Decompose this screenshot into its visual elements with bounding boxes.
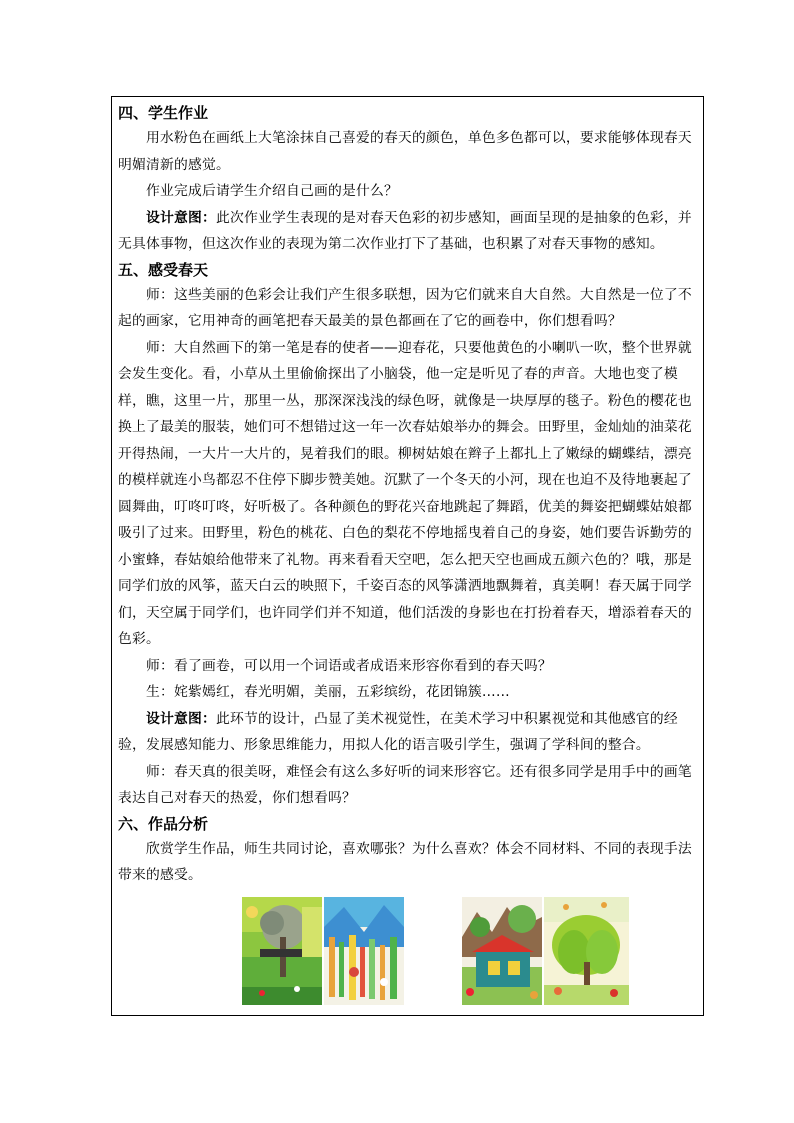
student-painting-abstract <box>324 897 404 1005</box>
section-heading-feel-spring: 五、感受春天 <box>118 260 209 279</box>
paragraph: 欣赏学生作品，师生共同讨论，喜欢哪张？为什么喜欢？体会不同材料、不同的表现手法带来的感受。 <box>118 840 692 883</box>
design-intent-paragraph <box>118 205 698 258</box>
student-painting-tree <box>242 897 322 1005</box>
paragraph: 师：春天真的很美呀，难怪会有这么多好听的词来形容它。还有很多同学是用手中的画笔表达自己对春天的热爱，你们想看吗？ <box>118 763 692 806</box>
student-painting-willow <box>544 897 629 1005</box>
paragraph: 师：大自然画下的第一笔是春的使者——迎春花，只要他黄色的小喇叭一吹，整个世界就会发生变化。看，小草从土里偷偷探出了小脑袋，他一定是听见了春的声音。大地也变了模样，瞧，这里一片，那里一丛，那深深浅浅的绿色呀，就像是一块厚厚的毯子。粉色的樱花也换上了最美的服装，她们可不想错过这一年一次春姑娘举办的舞会。田野里，金灿灿的油菜花开得热闹，一大片一大片的，晃着我们的眼。柳树姑娘在辫子上都扎上了嫩绿的蝴蝶结，漂亮的模样就连小鸟都忍不住停下脚步赞美她。沉默了一个冬天的小河，现在也迫不及待地裹起了圆舞曲，叮咚叮咚，好听极了。各种颜色的野花兴奋地跳起了舞蹈，优美的舞姿把蝴蝶姑娘都吸引了过来。田野里，粉色的桃花、白色的梨花不停地摇曳着自己的身姿，她们要告诉勤劳的小蜜蜂，春姑娘给他带来了礼物。再来看看天空吧，怎么把天空也画成五颜六色的？哦，那是同学们放的风筝，蓝天白云的映照下，千姿百态的风筝潇洒地飘舞着，真美啊！春天属于同学们，天空属于同学们，也许同学们并不知道，他们活泼的身影也在打扮着春天，增添着春天的色彩。 <box>118 339 692 647</box>
lesson-content <box>118 101 698 889</box>
student-artwork-gallery <box>112 897 703 1007</box>
design-intent-text: 此环节的设计，凸显了美术视觉性，在美术学习中积累视觉和其他感官的经验，发展感知能力、形象思维能力，用拟人化的语言吸引学生，强调了学科间的整合。 <box>118 710 678 753</box>
design-intent-label: 设计意图： <box>146 710 216 727</box>
paragraph: 作业完成后请学生介绍自己画的是什么？ <box>146 183 398 199</box>
design-intent-label: 设计意图： <box>146 209 216 226</box>
design-intent-text: 此次作业学生表现的是对春天色彩的初步感知，画面呈现的是抽象的色彩，并无具体事物，但这次作业的表现为第二次作业打下了基础，也积累了对春天事物的感知。 <box>118 209 692 252</box>
section-heading-homework: 四、学生作业 <box>118 104 209 122</box>
paragraph: 生：姹紫嫣红，春光明媚，美丽，五彩缤纷，花团锦簇…… <box>146 684 510 700</box>
lesson-table-cell <box>111 96 704 1016</box>
section-heading-work-analysis: 六、作品分析 <box>118 814 209 833</box>
student-painting-house <box>462 897 542 1005</box>
paragraph: 用水粉色在画纸上大笔涂抹自己喜爱的春天的颜色，单色多色都可以，要求能够体现春天明媚清新的感觉。 <box>118 130 692 173</box>
paragraph: 师：这些美丽的色彩会让我们产生很多联想，因为它们就来自大自然。大自然是一位了不起的画家，它用神奇的画笔把春天最美的景色都画在了它的画卷中，你们想看吗？ <box>118 286 692 329</box>
paragraph: 师：看了画卷，可以用一个词语或者成语来形容你看到的春天吗？ <box>146 657 552 674</box>
design-intent-paragraph <box>118 706 698 759</box>
